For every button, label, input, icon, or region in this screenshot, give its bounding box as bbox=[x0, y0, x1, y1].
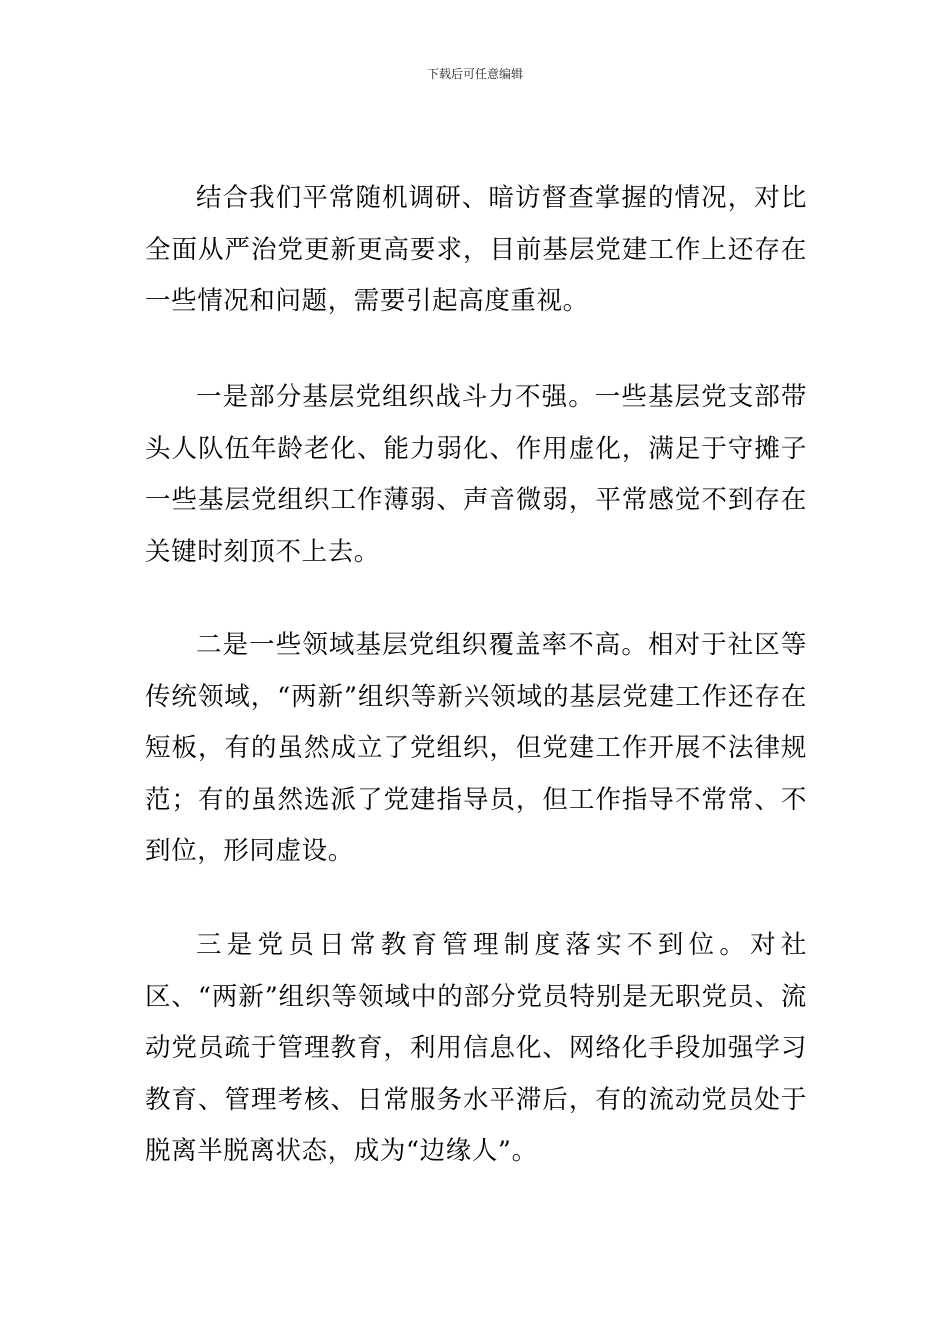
paragraph-point-three: 三是党员日常教育管理制度落实不到位。对社区、“两新”组织等领域中的部分党员特别是无职党员、流动党员疏于管理教育，利用信息化、网络化手段加强学习教育、管理考核、日常服务水平滞后，有的流动党员处于脱离半脱离状态，成为“边缘人”。 bbox=[145, 930, 807, 1166]
paragraph-point-one: 一是部分基层党组织战斗力不强。一些基层党支部带头人队伍年龄老化、能力弱化、作用虚化，满足于守摊子一些基层党组织工作薄弱、声音微弱，平常感觉不到存在关键时刻顶不上去。 bbox=[145, 382, 807, 567]
paragraph-point-two: 二是一些领域基层党组织覆盖率不高。相对于社区等传统领域，“两新”组织等新兴领域的基层党建工作还存在短板，有的虽然成立了党组织，但党建工作开展不法律规范；有的虽然选派了党建指导员，但工作指导不常常、不到位，形同虚设。 bbox=[145, 630, 807, 866]
page-header: 下载后可任意编辑 bbox=[426, 67, 523, 81]
paragraph-intro: 结合我们平常随机调研、暗访督查掌握的情况，对比全面从严治党更新更高要求，目前基层党建工作上还存在一些情况和问题，需要引起高度重视。 bbox=[145, 183, 807, 316]
